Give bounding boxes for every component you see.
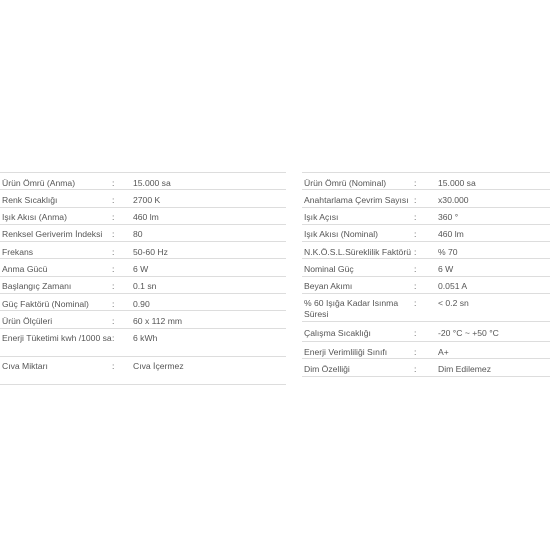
spec-value: 2700 K	[133, 194, 161, 205]
spec-value: 60 x 112 mm	[133, 315, 183, 326]
spec-separator: :	[414, 246, 417, 257]
spec-separator: :	[414, 281, 417, 292]
spec-value: 15.000 sa	[133, 177, 171, 188]
spec-value: % 70	[438, 246, 458, 257]
spec-row	[302, 294, 550, 322]
spec-row	[0, 259, 286, 276]
spec-label: Güç Faktörü (Nominal)	[2, 298, 89, 309]
spec-row	[302, 208, 550, 225]
spec-label: Beyan Akımı	[304, 281, 353, 292]
spec-separator: :	[112, 281, 115, 292]
spec-separator: :	[112, 246, 115, 257]
spec-label: Anma Gücü	[2, 263, 48, 274]
spec-separator: :	[414, 263, 417, 274]
spec-label: Başlangıç Zamanı	[2, 281, 72, 292]
spec-separator: :	[414, 363, 417, 374]
spec-separator: :	[112, 332, 115, 343]
spec-separator: :	[414, 328, 417, 339]
spec-row	[302, 242, 550, 259]
spec-row	[0, 294, 286, 311]
spec-label: Ürün Ölçüleri	[2, 315, 53, 326]
spec-separator: :	[414, 194, 417, 205]
spec-separator: :	[112, 194, 115, 205]
spec-row	[302, 225, 550, 242]
spec-label: Enerji Tüketimi kwh /1000 sa	[2, 332, 112, 343]
spec-row	[302, 322, 550, 342]
spec-row	[0, 190, 286, 207]
spec-label: Dim Özelliği	[304, 363, 350, 374]
spec-row	[302, 342, 550, 359]
spec-separator: :	[414, 346, 417, 357]
spec-label: Enerji Verimliliği Sınıfı	[304, 346, 388, 357]
spec-separator: :	[414, 177, 417, 188]
spec-separator: :	[112, 177, 115, 188]
spec-value: 0.90	[133, 298, 150, 309]
spec-value: 0.1 sn	[133, 281, 157, 292]
spec-value: -20 °C ~ +50 °C	[438, 328, 499, 339]
spec-separator: :	[112, 263, 115, 274]
spec-value: 0.051 A	[438, 281, 468, 292]
spec-separator: :	[112, 212, 115, 223]
spec-row	[302, 190, 550, 207]
right-spec-table	[302, 172, 550, 377]
spec-row	[0, 277, 286, 294]
spec-value: x30.000	[438, 194, 469, 205]
spec-value: 80	[133, 229, 143, 240]
spec-value: < 0.2 sn	[438, 298, 469, 309]
spec-separator: :	[112, 229, 115, 240]
spec-value: 6 kWh	[133, 332, 158, 343]
spec-label: Ürün Ömrü (Nominal)	[304, 177, 387, 188]
spec-value: 460 lm	[133, 212, 159, 223]
spec-row	[302, 277, 550, 294]
spec-row	[0, 311, 286, 328]
spec-label: Nominal Güç	[304, 263, 354, 274]
spec-label: Renk Sıcaklığı	[2, 194, 58, 205]
spec-label: Renksel Geriverim İndeksi	[2, 229, 103, 240]
spec-row	[302, 173, 550, 190]
spec-value: 50-60 Hz	[133, 246, 168, 257]
spec-row	[0, 225, 286, 242]
spec-value: Cıva İçermez	[133, 360, 184, 371]
spec-row	[0, 173, 286, 190]
spec-label: Çalışma Sıcaklığı	[304, 328, 371, 339]
spec-label: Işık Akısı (Nominal)	[304, 229, 379, 240]
spec-row	[0, 329, 286, 357]
spec-value: 15.000 sa	[438, 177, 476, 188]
spec-label: Işık Açısı	[304, 212, 339, 223]
spec-label: Anahtarlama Çevrim Sayısı	[304, 194, 409, 205]
spec-label: Cıva Miktarı	[2, 360, 48, 371]
left-spec-table	[0, 172, 286, 385]
spec-label: % 60 Işığa Kadar Isınma Süresi	[304, 298, 399, 320]
spec-separator: :	[112, 298, 115, 309]
spec-row	[0, 208, 286, 225]
spec-value: 460 lm	[438, 229, 464, 240]
spec-label: Ürün Ömrü (Anma)	[2, 177, 76, 188]
spec-label: N.K.Ö.S.L.Süreklilik Faktörü	[304, 246, 411, 257]
spec-separator: :	[414, 229, 417, 240]
spec-label: Işık Akısı (Anma)	[2, 212, 67, 223]
spec-value: Dim Edilemez	[438, 363, 492, 374]
spec-value: A+	[438, 346, 449, 357]
spec-separator: :	[414, 212, 417, 223]
spec-row	[0, 242, 286, 259]
spec-row	[302, 359, 550, 376]
spec-label: Frekans	[2, 246, 34, 257]
spec-row	[302, 259, 550, 276]
spec-separator: :	[414, 298, 417, 309]
spec-value: 360 °	[438, 212, 459, 223]
spec-separator: :	[112, 315, 115, 326]
spec-value: 6 W	[438, 263, 454, 274]
spec-value: 6 W	[133, 263, 149, 274]
spec-separator: :	[112, 360, 115, 371]
spec-row	[0, 357, 286, 385]
